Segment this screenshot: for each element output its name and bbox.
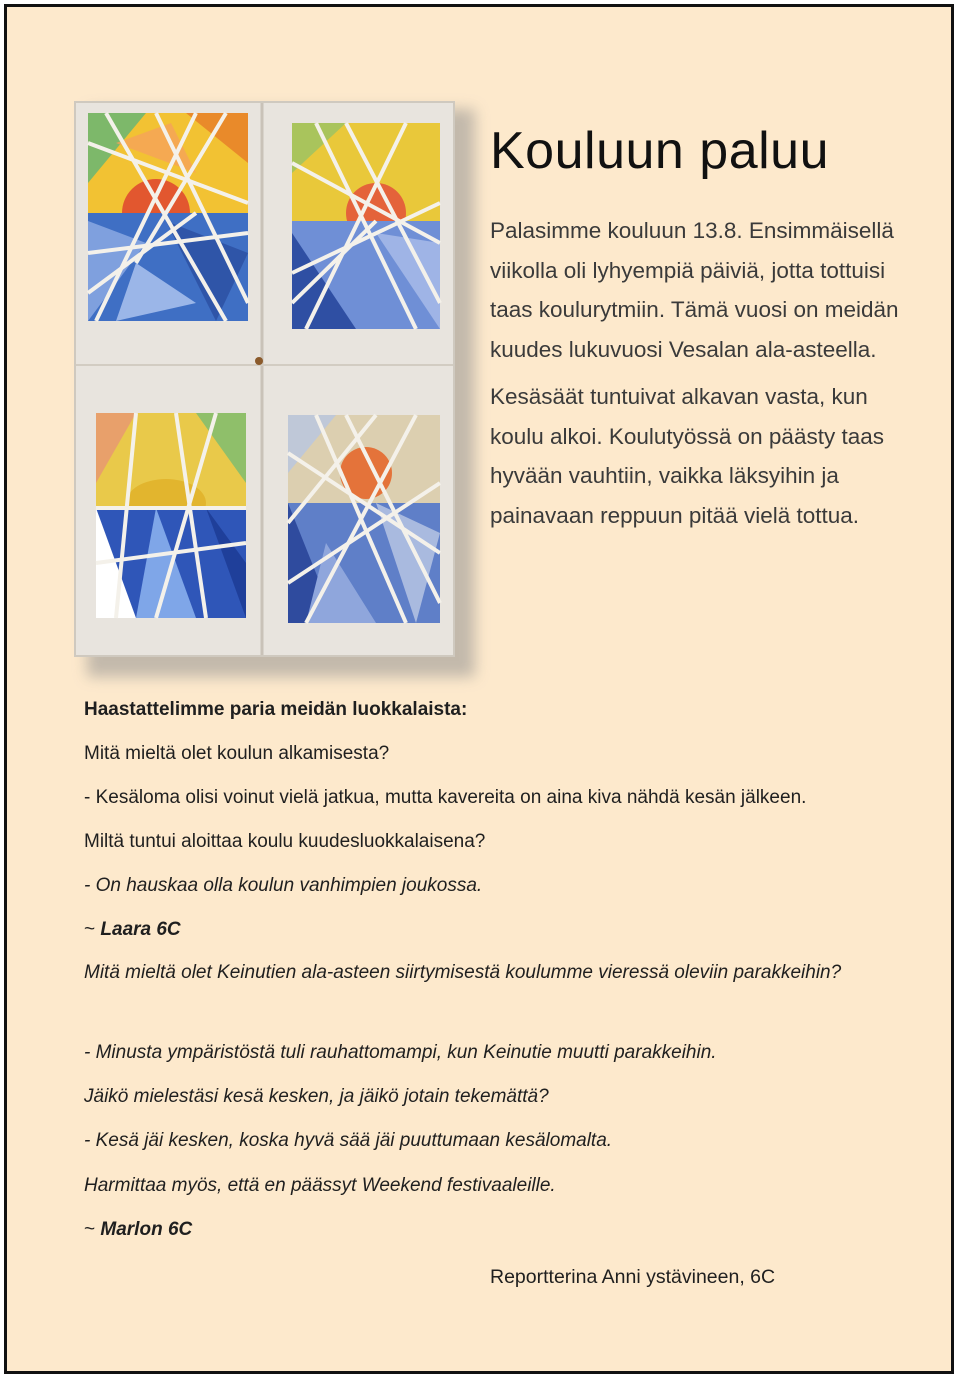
- painting-bottom-right: [288, 415, 440, 623]
- signature-marlon: [84, 1219, 192, 1241]
- signature-name: Laara 6C: [100, 919, 181, 940]
- intro-paragraph-2: Kesäsäät tuntuivat alkavan vasta, kun koulu alkoi. Koulutyössä on päästy taas hyvään vauhtiin, vaikka läksyihin ja painavaan reppuun pitää vielä tottua.: [490, 384, 884, 528]
- question-1: Mitä mieltä olet koulun alkamisesta?: [84, 743, 390, 764]
- answer-4-line-2: Harmittaa myös, että en päässyt Weekend festivaaleille.: [84, 1175, 556, 1196]
- question-2: Miltä tuntui aloittaa koulu kuudesluokkalaisena?: [84, 831, 486, 852]
- question-4: Jäikö mielestäsi kesä kesken, ja jäikö jotain tekemättä?: [84, 1086, 549, 1107]
- page-title: Kouluun paluu: [490, 122, 830, 180]
- signature-tilde: ~: [84, 1219, 96, 1240]
- artwork-photo: [74, 101, 455, 657]
- painting-bottom-left: [96, 413, 246, 618]
- answer-1: - Kesäloma olisi voinut vielä jatkua, mutta kavereita on aina kiva nähdä kesän jälkeen.: [84, 787, 807, 808]
- signature-tilde: ~: [84, 919, 96, 940]
- question-3: Mitä mieltä olet Keinutien ala-asteen siirtymisestä koulumme vieressä oleviin parakkeihin?: [84, 962, 842, 983]
- interview-heading: Haastattelimme paria meidän luokkalaista:: [84, 699, 468, 720]
- newsletter-page: [4, 4, 954, 1374]
- painting-top-right: [292, 123, 440, 329]
- answer-4-line-1: - Kesä jäi kesken, koska hyvä sää jäi puuttumaan kesälomalta.: [84, 1130, 613, 1151]
- signature-laara: [84, 919, 181, 941]
- reporter-credit: Reportterina Anni ystävineen, 6C: [490, 1266, 776, 1288]
- watercolor-paintings-image: [76, 103, 453, 655]
- intro-text: [490, 211, 910, 543]
- answer-3: - Minusta ympäristöstä tuli rauhattomampi, kun Keinutie muutti parakkeihin.: [84, 1042, 717, 1063]
- painting-top-left: [88, 113, 248, 321]
- signature-name: Marlon 6C: [100, 1219, 193, 1240]
- answer-2: - On hauskaa olla koulun vanhimpien joukossa.: [84, 875, 483, 896]
- intro-paragraph-1: Palasimme kouluun 13.8. Ensimmäisellä viikolla oli lyhyempiä päiviä, jotta tottuisi taas koulurytmiin. Tämä vuosi on meidän kuudes lukuvuosi Vesalan ala-asteella.: [490, 218, 899, 362]
